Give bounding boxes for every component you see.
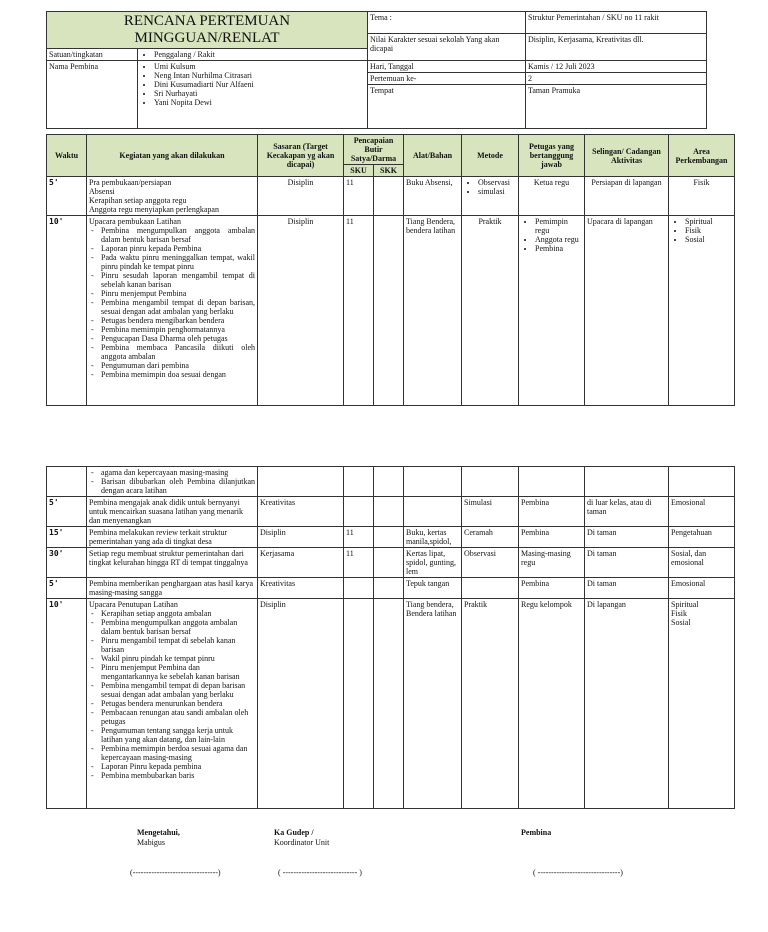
cell-skk [374,216,404,406]
table-row [47,578,735,599]
satuan-value [138,49,368,61]
area-line: Fisik [671,609,688,618]
document-title [47,12,368,49]
cell-metode [462,177,519,216]
signature-line-pembina: ( -------------------------------) [533,868,623,877]
mengetahui-label: Mengetahui, [137,828,180,837]
list-item: - Laporan pinru kepada Pembina [89,244,255,253]
petugas-item: • Anggota regu [535,235,582,244]
cell-skk [374,578,404,599]
cell-petugas: Ketua regu [519,177,585,216]
cell-petugas: Pembina [519,578,585,599]
tema-value: Struktur Pemerintahan / SKU no 11 rakit [526,12,707,34]
list-item: - Pembina memimpin doa sesuai dengan [89,370,255,379]
table-row [47,548,735,578]
kegiatan-list [89,226,255,379]
tema-label: Tema : [368,12,526,34]
cell-kegiatan: Pembina mengajak anak didik untuk bernyanyi untuk mencairkan suasana latihan yang menarik dan menyenangkan [87,497,258,527]
pembina-label: Nama Pembina [47,61,138,129]
cell-skk [374,177,404,216]
cell-sku: 11 [344,216,374,406]
cell-skk [374,527,404,548]
list-item: - Petugas bendera menurunkan bendera [89,699,255,708]
list-item: - Wakil pinru pindah ke tempat pinru [89,654,255,663]
list-item: - Pembina mengumpulkan anggota ambalan dalam bentuk barisan bersaf [89,226,255,244]
cell-area: Emosional [669,578,735,599]
cell-area: Fisik [669,177,735,216]
cell-kegiatan [87,177,258,216]
cell-sasaran: Kreativitas [258,578,344,599]
list-item: - Pembina membubarkan baris [89,771,255,780]
cell-kegiatan [87,467,258,497]
tempat-label: Tempat [368,85,526,129]
cell-skk [374,599,404,809]
list-item: - Pembina memimpin penghormatannya [89,325,255,334]
cell-sasaran: Disiplin [258,527,344,548]
list-item: - Pembina mengambil tempat di depan barisan sesuai dengan adat ambalan yang berlaku [89,681,255,699]
cell-waktu: 5' [47,497,87,527]
cell-selingan: Di lapangan [585,599,669,809]
tempat-value: Taman Pramuka [526,85,707,129]
table-row [47,527,735,548]
table-row [47,467,735,497]
header-table [46,11,707,129]
list-item: - Pinru mengambil tempat di sebelah kanan barisan [89,636,255,654]
cell-area: Pengetahuan [669,527,735,548]
cell-alat: Buku Absensi, [404,177,462,216]
cell-waktu: 15' [47,527,87,548]
cell-kegiatan: Pembina melakukan review terkait struktur pemerintahan yang ada di tingkat desa [87,527,258,548]
pembina-name: • Sri Nurhayati [154,89,365,98]
cell-sku [344,497,374,527]
cell-selingan [585,467,669,497]
cell-kegiatan: Setiap regu membuat struktur pemerintahan dari tingkat kelurahan hingga RT di tempat tinggalnya [87,548,258,578]
cell-metode: Praktik [462,216,519,406]
cell-alat: Tiang bendera, Bendera latihan [404,599,462,809]
cell-kegiatan [87,216,258,406]
list-item: - Laporan Pinru kepada pembina [89,762,255,771]
signature-line-mabigus: (--------------------------------) [130,868,221,877]
cell-petugas [519,216,585,406]
list-item: - Pembacaan renungan atau sandi ambalan oleh petugas [89,708,255,726]
cell-petugas: Pembina [519,497,585,527]
pembina-name: • Neng Intan Nurhilma Citrasari [154,71,365,80]
cell-sku: 11 [344,527,374,548]
petugas-item: • Pembina [535,244,582,253]
cell-selingan: Persiapan di lapangan [585,177,669,216]
list-item: - Pinru menjemput Pembina dan mengantarkannya ke sebelah kanan barisan [89,663,255,681]
cell-sasaran: Disiplin [258,177,344,216]
col-kegiatan: Kegiatan yang akan dilakukan [87,135,258,177]
cell-kegiatan [87,599,258,809]
col-metode: Metode [462,135,519,177]
nilai-value: Disiplin, Kerjasama, Kreativitas dll. [526,34,707,61]
metode-item: • Observasi [478,178,516,187]
list-item: - Pembina mengumpulkan anggota ambalan dalam bentuk barisan bersaf [89,618,255,636]
cell-area [669,467,735,497]
cell-sasaran: Kerjasama [258,548,344,578]
col-waktu: Waktu [47,135,87,177]
table-row [47,177,735,216]
cell-selingan: Upacara di lapangan [585,216,669,406]
koordinator-label: Koordinator Unit [274,838,330,847]
col-sku: SKU [344,165,374,177]
cell-sku: 11 [344,177,374,216]
cell-alat [404,467,462,497]
area-item: • Spiritual [685,217,732,226]
list-item: - Pinru sesudah laporan mengambil tempat di sebelah kanan barisan [89,271,255,289]
col-area: Area Perkembangan [669,135,735,177]
cell-selingan: Di taman [585,578,669,599]
list-item: - Pada waktu pinru meninggalkan tempat, wakil pinru pindah ke tempat pinru [89,253,255,271]
pertemuan-value: 2 [526,73,707,85]
table-row [47,497,735,527]
cell-sku [344,467,374,497]
cell-area [669,599,735,809]
cell-metode [462,467,519,497]
cell-alat: Buku, kertas manila,spidol, [404,527,462,548]
area-line: Sosial [671,618,691,627]
list-item: - Pinru menjemput Pembina [89,289,255,298]
signature-line-kagudep: ( ---------------------------- ) [278,868,362,877]
list-item: - Pembina memimpin berdoa sesuai agama dan kepercayaan masing-masing [89,744,255,762]
pembina-name: • Yani Nopita Dewi [154,98,365,107]
pertemuan-label: Pertemuan ke- [368,73,526,85]
cell-metode: Ceramah [462,527,519,548]
area-item: • Sosial [685,235,732,244]
list-item: - Pengucapan Dasa Dharma oleh petugas [89,334,255,343]
cell-skk [374,497,404,527]
cell-sasaran: Disiplin [258,216,344,406]
cell-waktu: 10' [47,599,87,809]
cell-metode: Observasi [462,548,519,578]
kegiatan-title: Upacara pembukaan Latihan [89,217,181,226]
cell-alat: Kertas lipat, spidol, gunting, lem [404,548,462,578]
title-line-2: MINGGUAN/RENLAT [134,30,280,46]
col-pencapaian: Pencapaian Butir Satya/Darma [344,135,404,165]
cell-petugas: Regu kelompok [519,599,585,809]
cell-kegiatan: Pembina memberikan penghargaan atas hasil karya masing-masing sangga [87,578,258,599]
hari-value: Kamis / 12 Juli 2023 [526,61,707,73]
pembina-list [138,61,368,129]
list-item: - Pengumuman tentang sangga kerja untuk latihan yang akan datang, dan lain-lain [89,726,255,744]
title-line-1: RENCANA PERTEMUAN [123,13,291,29]
list-item: - Pengumuman dari pembina [89,361,255,370]
cell-selingan: Di taman [585,527,669,548]
kagudep-label: Ka Gudep / [274,828,314,837]
cell-area: Emosional [669,497,735,527]
cell-sku [344,578,374,599]
col-petugas: Petugas yang bertanggung jawab [519,135,585,177]
kegiatan-line: Kerapihan setiap anggota regu [89,196,187,205]
cell-selingan: Di taman [585,548,669,578]
cell-metode: Praktik [462,599,519,809]
area-item: • Fisik [685,226,732,235]
col-sasaran: Sasaran (Target Kecakapan yg akan dicapai) [258,135,344,177]
kegiatan-line: Absensi [89,187,115,196]
list-item: - Pembina membaca Pancasila diikuti oleh anggota ambalan [89,343,255,361]
cell-waktu: 30' [47,548,87,578]
cell-petugas: Masing-masing regu [519,548,585,578]
table-row [47,216,735,406]
kegiatan-line: Anggota regu menyiapkan perlengkapan [89,205,219,214]
nilai-label: Nilai Karakter sesuai sekolah Yang akan dicapai [368,34,526,61]
cell-metode: Simulasi [462,497,519,527]
kegiatan-title: Upacara Penutupan Latihan [89,600,178,609]
cell-waktu: 5' [47,177,87,216]
area-line: Spiritual [671,600,699,609]
pembina-name: • Dini Kusumadiarti Nur Alfaeni [154,80,365,89]
cell-metode [462,578,519,599]
col-selingan: Selingan/ Cadangan Aktivitas [585,135,669,177]
cell-sasaran: Kreativitas [258,497,344,527]
col-skk: SKK [374,165,404,177]
metode-item: • simulasi [478,187,516,196]
cell-area: Sosial, dan emosional [669,548,735,578]
list-item: - Barisan dibubarkan oleh Pembina dilanjutkan dengan acara latihan [89,477,255,495]
list-item: - Pembina mengambil tempat di depan barisan, sesuai dengan adat ambalan yang berlaku [89,298,255,316]
mabigus-label: Mabigus [137,838,165,847]
table-row [47,599,735,809]
petugas-item: • Pemimpin regu [535,217,582,235]
cell-petugas [519,467,585,497]
cell-petugas: Pembina [519,527,585,548]
pembina-signature-label: Pembina [521,828,552,837]
cell-selingan: di luar kelas, atau di taman [585,497,669,527]
cell-alat [404,497,462,527]
cell-sku: 11 [344,548,374,578]
cell-skk [374,548,404,578]
cell-alat: Tiang Bendera, bendera latihan [404,216,462,406]
cell-area [669,216,735,406]
cell-sasaran: Disiplin [258,599,344,809]
kegiatan-list [89,609,255,780]
kegiatan-line: Pra pembukaan/persiapan [89,178,172,187]
cell-skk [374,467,404,497]
cell-waktu: 5' [47,578,87,599]
satuan-item: • Penggalang / Rakit [154,50,365,59]
list-item: - agama dan kepercayaan masing-masing [89,468,255,477]
cell-sasaran [258,467,344,497]
pembina-name: • Umi Kulsum [154,62,365,71]
hari-label: Hari, Tanggal [368,61,526,73]
activity-table-page2 [46,466,735,809]
list-item: - Kerapihan setiap anggota ambalan [89,609,255,618]
cell-waktu [47,467,87,497]
col-alat: Alat/Bahan [404,135,462,177]
satuan-label: Satuan/tingkatan [47,49,138,61]
cell-alat: Tepuk tangan [404,578,462,599]
cell-sku [344,599,374,809]
activity-table-page1 [46,134,735,406]
cell-waktu: 10' [47,216,87,406]
list-item: - Petugas bendera mengibarkan bendera [89,316,255,325]
